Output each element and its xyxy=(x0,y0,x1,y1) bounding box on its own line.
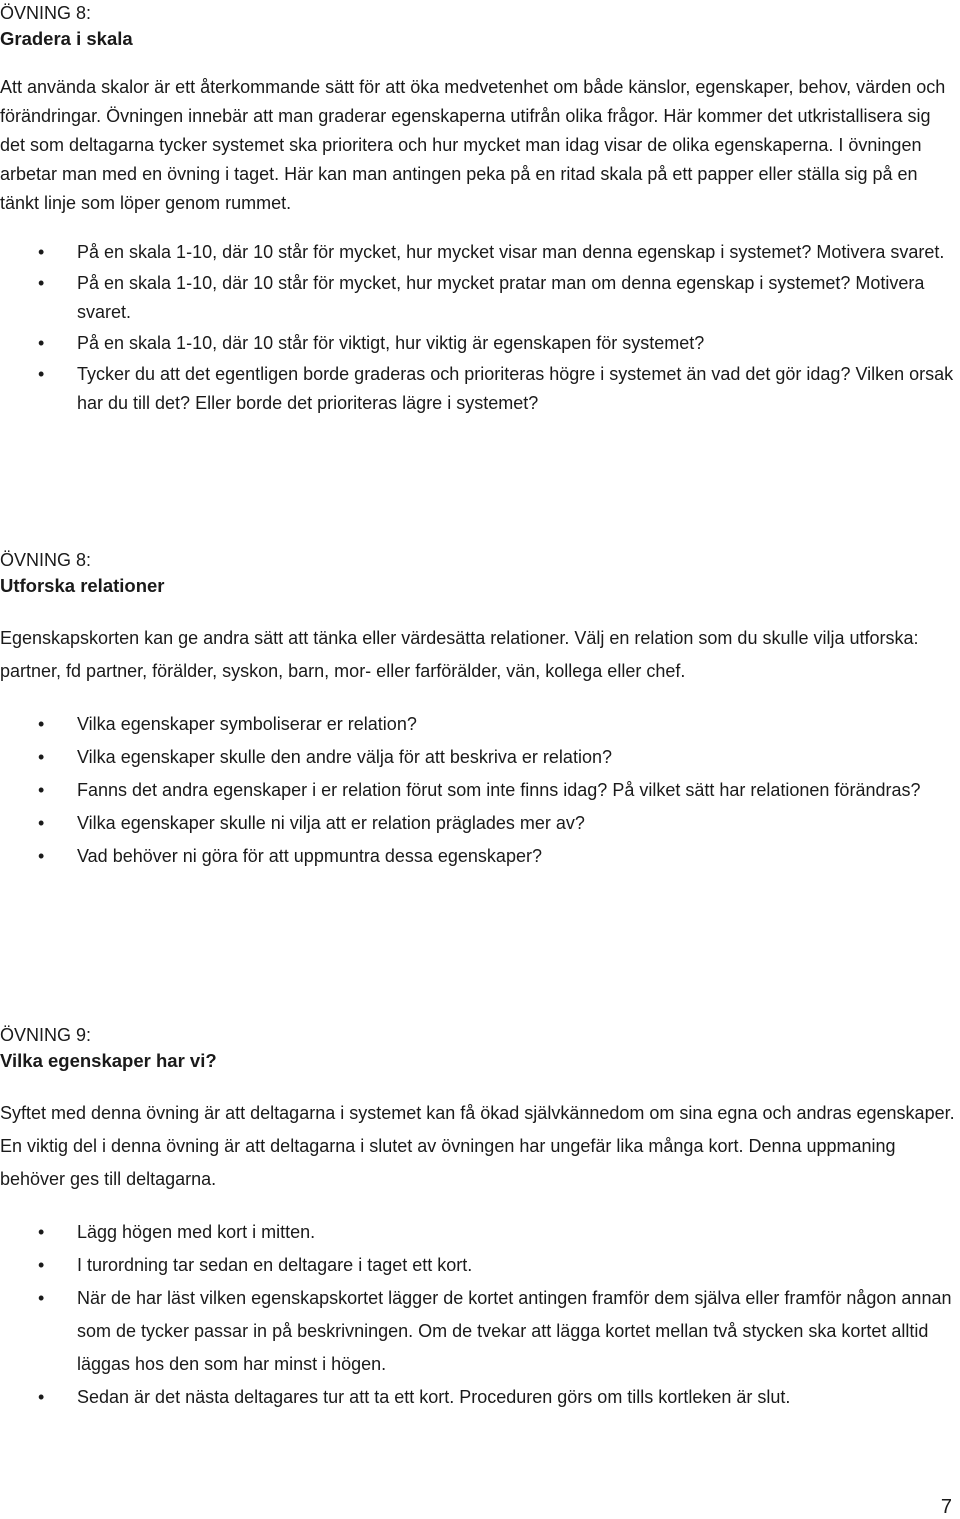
list-item: • Vilka egenskaper symboliserar er relation? xyxy=(0,708,955,741)
exercise-section-traits xyxy=(0,1022,955,1414)
list-item: • Fanns det andra egenskaper i er relation förut som inte finns idag? På vilket sätt har relationen förändras? xyxy=(0,774,955,807)
question-list xyxy=(0,238,955,418)
page-number: 7 xyxy=(940,1496,952,1518)
bullet-icon: • xyxy=(38,813,45,833)
exercise-description: Syftet med denna övning är att deltagarna i systemet kan få ökad självkännedom om sina egna och andras egenskaper. En viktig del i denna övning är att deltagarna i slutet av övningen har ungefär lika många kort. Denna uppmaning behöver ges till deltagarna. xyxy=(0,1103,955,1189)
list-item: • På en skala 1-10, där 10 står för mycket, hur mycket visar man denna egenskap i systemet? Motivera svaret. xyxy=(0,238,955,267)
question-list xyxy=(0,708,955,873)
exercise-number: ÖVNING 8: xyxy=(0,550,92,570)
list-item: • På en skala 1-10, där 10 står för mycket, hur mycket pratar man om denna egenskap i systemet? Motivera svaret. xyxy=(0,269,955,327)
exercise-number: ÖVNING 8: xyxy=(0,3,92,23)
exercise-number: ÖVNING 9: xyxy=(0,1025,92,1045)
bullet-icon: • xyxy=(38,780,45,800)
list-item: • Sedan är det nästa deltagares tur att ta ett kort. Proceduren görs om tills kortleken är slut. xyxy=(0,1381,955,1414)
list-item: • Vilka egenskaper skulle den andre välja för att beskriva er relation? xyxy=(0,741,955,774)
bullet-icon: • xyxy=(38,273,45,293)
exercise-section-scale xyxy=(0,0,955,418)
list-item: • Vilka egenskaper skulle ni vilja att er relation präglades mer av? xyxy=(0,807,955,840)
exercise-title: Utforska relationer xyxy=(0,575,165,596)
exercise-description: Att använda skalor är ett återkommande sätt för att öka medvetenhet om både känslor, egenskaper, behov, värden och förändringar. Övningen innebär att man graderar egenskaperna utifrån olika frågor. Här kommer det utkristallisera sig det som deltagarna tycker systemet ska prioritera och hur mycket man idag visar de olika egenskaperna. I övningen arbetar man med en övning i taget. Här kan man antingen peka på en ritad skala på ett papper eller ställa sig på en tänkt linje som löper genom rummet. xyxy=(0,77,946,213)
bullet-icon: • xyxy=(38,364,45,384)
exercise-section-relations xyxy=(0,547,955,873)
bullet-icon: • xyxy=(38,1255,45,1275)
bullet-icon: • xyxy=(38,1288,45,1308)
bullet-icon: • xyxy=(38,747,45,767)
exercise-title: Gradera i skala xyxy=(0,28,133,49)
list-item: • Tycker du att det egentligen borde graderas och prioriteras högre i systemet än vad det gör idag? Vilken orsak har du till det? Eller borde det prioriteras lägre i systemet? xyxy=(0,360,955,418)
bullet-icon: • xyxy=(38,1222,45,1242)
bullet-icon: • xyxy=(38,333,45,353)
list-item: • När de har läst vilken egenskapskortet lägger de kortet antingen framför dem själva eller framför någon annan som de tycker passar in på beskrivningen. Om de tvekar att lägga kortet mellan två stycken ska kortet alltid läggas hos den som har minst i högen. xyxy=(0,1282,955,1381)
bullet-icon: • xyxy=(38,1387,45,1407)
instruction-list xyxy=(0,1216,955,1414)
list-item: • I turordning tar sedan en deltagare i taget ett kort. xyxy=(0,1249,955,1282)
bullet-icon: • xyxy=(38,714,45,734)
list-item: • Lägg högen med kort i mitten. xyxy=(0,1216,955,1249)
list-item: • Vad behöver ni göra för att uppmuntra dessa egenskaper? xyxy=(0,840,955,873)
bullet-icon: • xyxy=(38,242,45,262)
exercise-title: Vilka egenskaper har vi? xyxy=(0,1050,217,1071)
exercise-description: Egenskapskorten kan ge andra sätt att tänka eller värdesätta relationer. Välj en relation som du skulle vilja utforska: partner, fd partner, förälder, syskon, barn, mor- eller farförälder, vän, kollega eller chef. xyxy=(0,628,919,681)
list-item: • På en skala 1-10, där 10 står för viktigt, hur viktig är egenskapen för systemet? xyxy=(0,329,955,358)
bullet-icon: • xyxy=(38,846,45,866)
